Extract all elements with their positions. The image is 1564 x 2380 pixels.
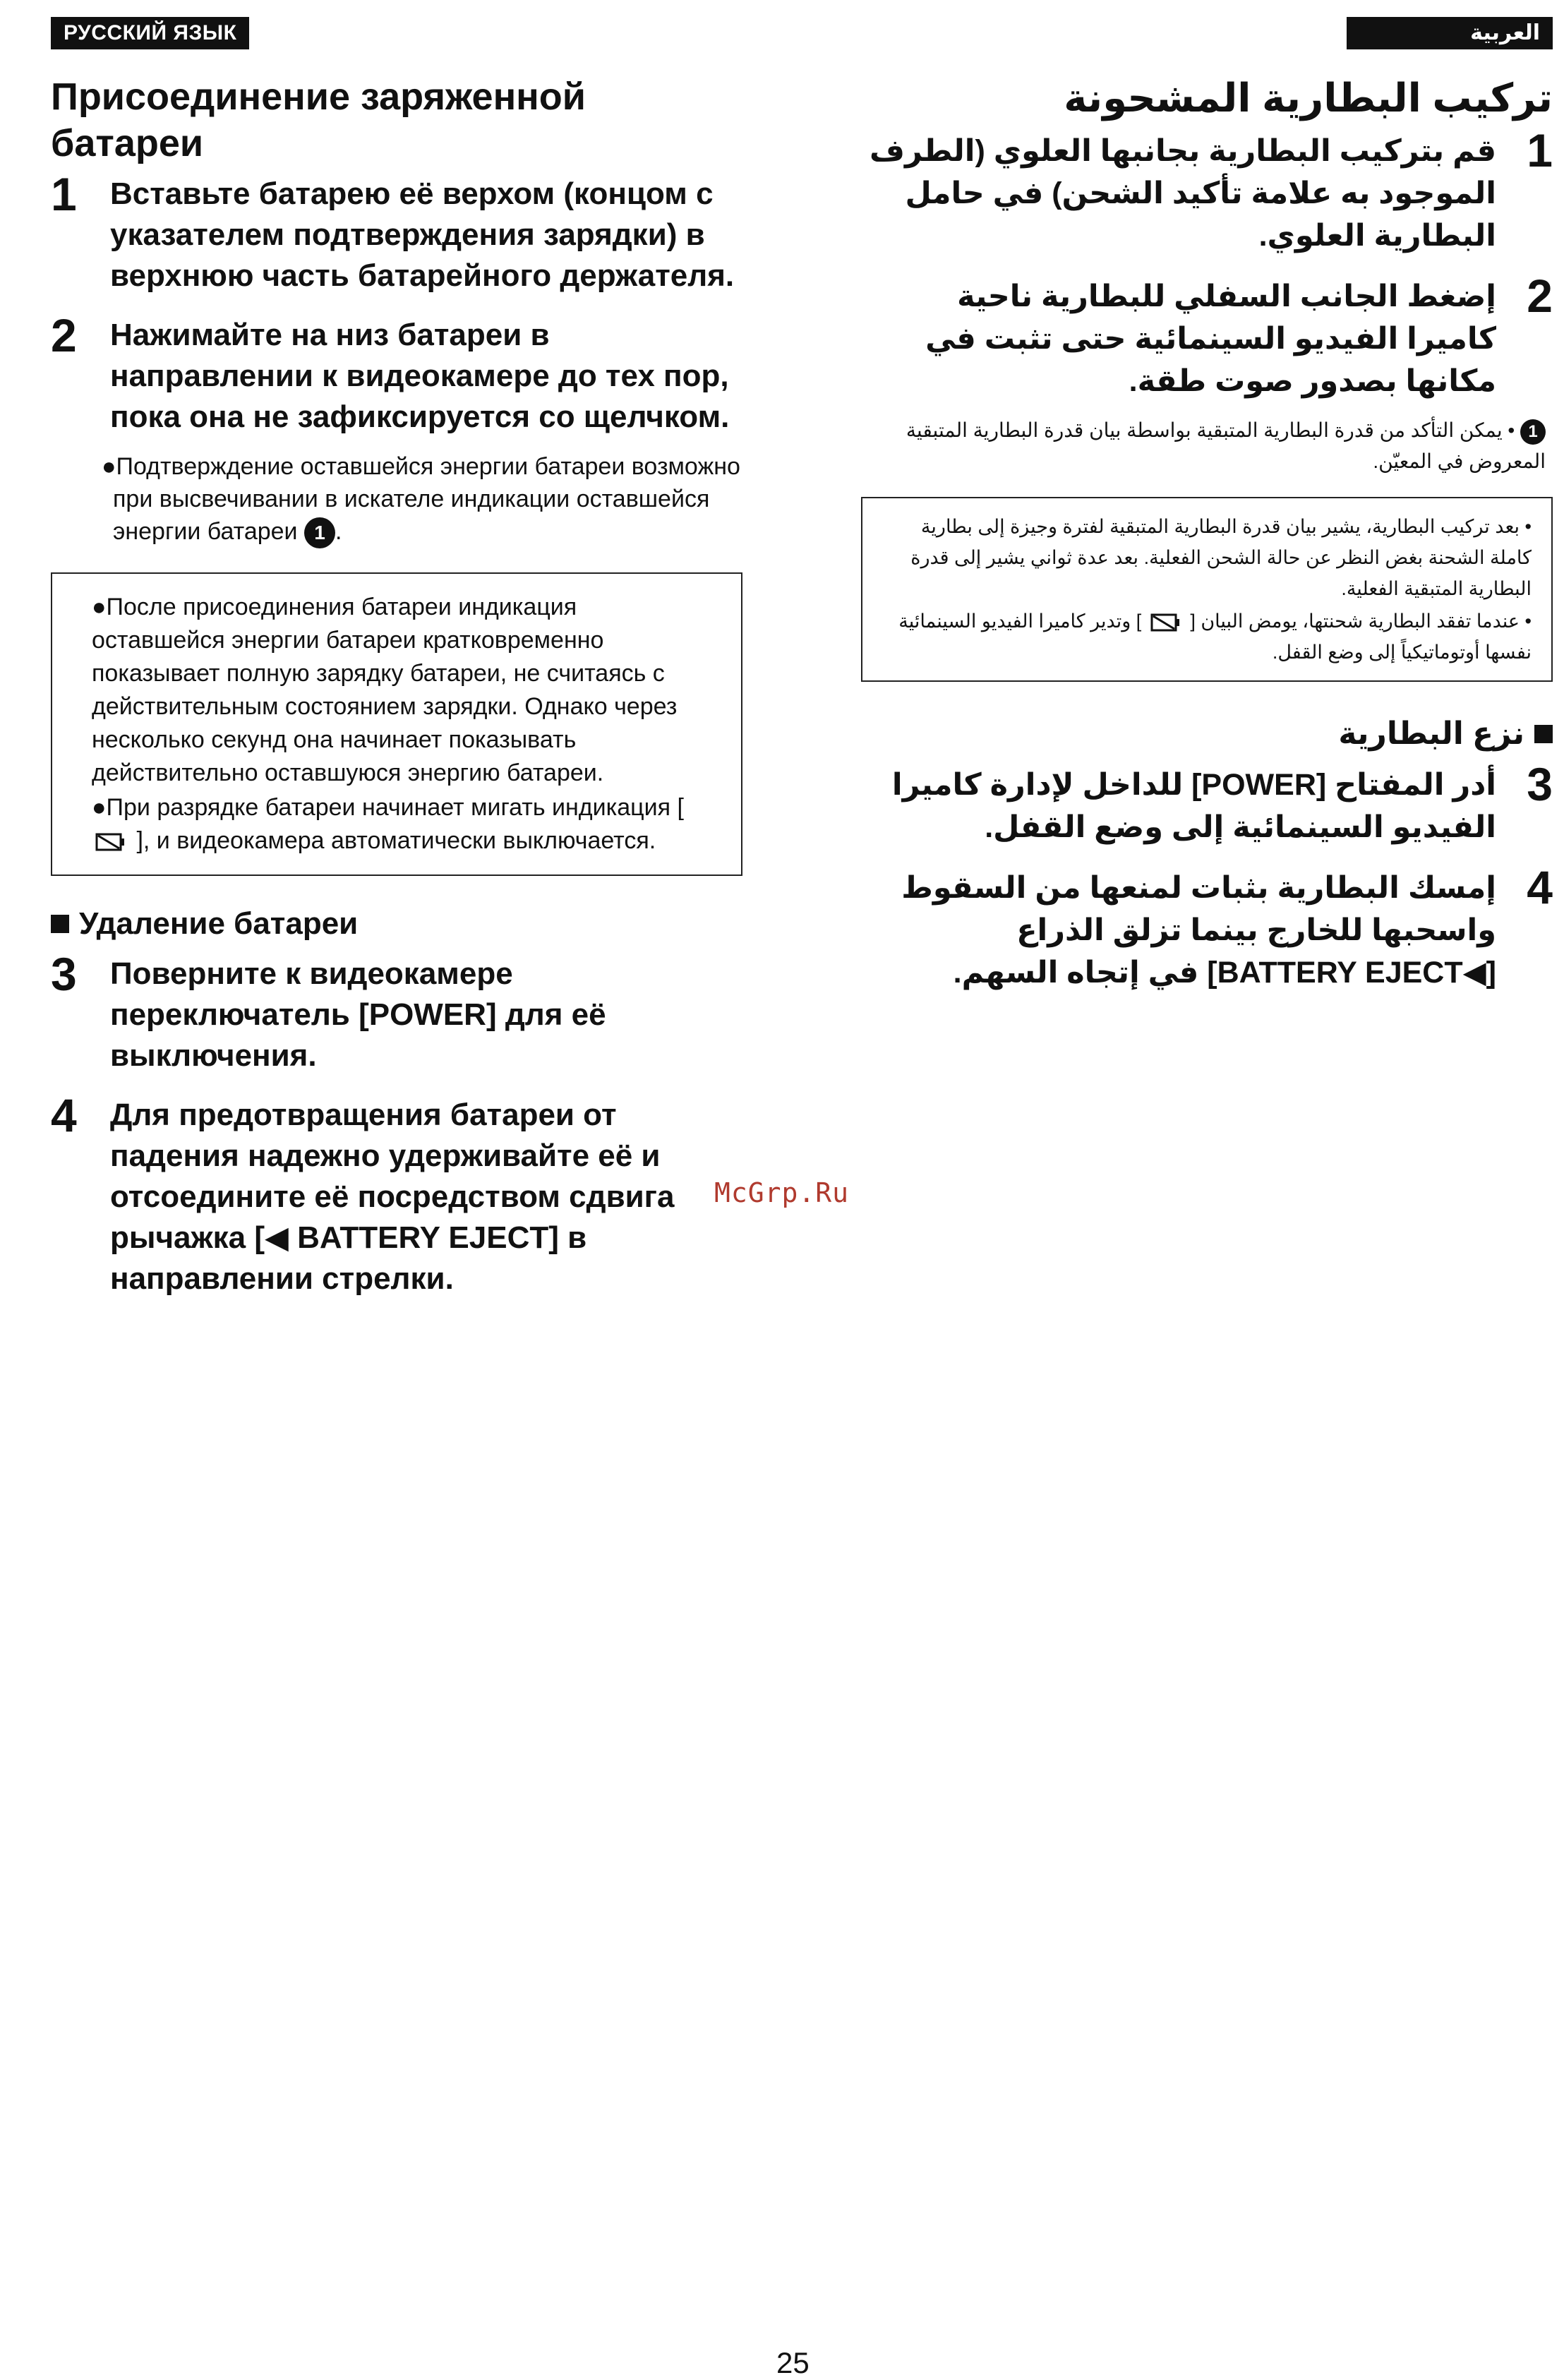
section-title: نزع البطارية (1338, 716, 1524, 751)
step-text: Нажимайте на низ батареи в направлении к видеокамере до тех пор, пока она не зафиксируется со щелчком. (110, 318, 730, 434)
step-number: 1 (1527, 124, 1553, 176)
note-text: ●При разрядке батареи начинает мигать индикация [ (92, 794, 684, 822)
bullet-text: ●Подтверждение оставшейся энергии батареи возможно при высвечивании в искателе индикации оставшейся энергии батареи (102, 453, 740, 545)
empty-battery-icon (95, 831, 127, 853)
reference-number-icon: 1 (1520, 419, 1546, 445)
step-number: 3 (51, 948, 77, 1001)
step-4 (51, 1089, 742, 1299)
note-box (51, 572, 742, 876)
page-title: Присоединение заряженной батареи (51, 76, 586, 164)
step-number: 2 (51, 309, 77, 361)
step-text: إضغط الجانب السفلي للبطارية ناحية كاميرا الفيديو السينمائية حتى تثبت في مكانها بصدور صوت طقة. (925, 280, 1496, 398)
page-title-arabic: تركيب البطارية المشحونة (1064, 76, 1553, 120)
step-number: 3 (1527, 758, 1553, 810)
note-item: • بعد تركيب البطارية، يشير بيان قدرة البطارية المتبقية لفترة وجيزة إلى بطارية كاملة الشحنة بغض النظر عن حالة الشحن الفعلية. بعد عدة ثواني يشير إلى قدرة البطارية المتبقية الفعلية. (910, 516, 1532, 599)
section-title: Удаление батареи (79, 906, 359, 942)
bullet-text: • يمكن التأكد من قدرة البطارية المتبقية بواسطة بيان قدرة البطارية المتبقية المعروض في المعيّن. (906, 419, 1546, 472)
step-1-arabic (861, 124, 1553, 257)
section-heading-arabic (861, 713, 1553, 755)
step-text: Вставьте батарею её верхом (концом с указателем подтверждения зарядки) в верхнюю часть батарейного держателя. (110, 176, 735, 293)
step-text: أدر المفتاح [POWER] للداخل لإدارة كاميرا الفيديو السينمائية إلى وضع القفل. (891, 768, 1496, 844)
square-bullet-icon (1534, 725, 1553, 743)
bullet-note-arabic (861, 415, 1553, 477)
bullet-note: ●Подтверждение оставшейся энергии батареи возможно при высвечивании в искателе индикации оставшейся энергии батареи 1 . (51, 450, 742, 548)
watermark: McGrp.Ru (714, 1177, 850, 1208)
note-text: • عندما تفقد البطارية شحنتها، يومض البيان [ (1190, 611, 1532, 632)
step-3 (51, 948, 742, 1076)
empty-battery-icon (1150, 612, 1182, 633)
step-number: 4 (1527, 861, 1553, 913)
note-item (92, 791, 713, 858)
step-text: Для предотвращения батареи от падения надежно удерживайте её и отсоедините её посредством сдвига рычажка [◀ BATTERY EJECT] в направлении стрелки. (110, 1098, 675, 1297)
step-text: Поверните к видеокамере переключатель [POWER] для её выключения. (110, 956, 606, 1074)
note-text: ], и видеокамера автоматически выключается. (136, 827, 656, 855)
step-1 (51, 168, 742, 296)
square-bullet-icon (51, 915, 69, 933)
step-text: قم بتركيب البطارية بجانبها العلوي (الطرف الموجود به علامة تأكيد الشحن) في حامل البطارية العلوي. (870, 134, 1496, 253)
note-item (882, 606, 1532, 668)
note-text: ] وتدير كاميرا الفيديو السينمائية نفسها أوتوماتيكياً إلى وضع القفل. (898, 611, 1532, 663)
page-number: 25 (776, 2346, 810, 2379)
step-3-arabic (861, 758, 1553, 848)
reference-number-icon: 1 (304, 517, 335, 548)
section-heading (51, 903, 742, 945)
language-tag-russian: РУССКИЙ ЯЗЫК (51, 17, 249, 49)
step-number: 4 (51, 1089, 77, 1142)
step-2-arabic (861, 270, 1553, 402)
step-number: 1 (51, 168, 77, 220)
language-tag-arabic: العربية (1347, 17, 1553, 49)
arabic-column (861, 73, 1553, 1012)
step-2 (51, 309, 742, 438)
note-box-arabic (861, 497, 1553, 682)
step-number: 2 (1527, 270, 1553, 322)
step-text: إمسك البطارية بثبات لمنعها من السقوط واسحبها للخارج بينما تزلق الذراع [◀BATTERY EJECT] في إتجاه السهم. (901, 871, 1496, 990)
russian-column (51, 73, 742, 1318)
step-4-arabic (861, 861, 1553, 994)
note-item: ●После присоединения батареи индикация оставшейся энергии батареи кратковременно показывает полную зарядку батареи, не считаясь с действительным состоянием зарядки. Однако через несколько секунд она начинает показывать действительно оставшуюся энергию батареи. (92, 594, 678, 787)
